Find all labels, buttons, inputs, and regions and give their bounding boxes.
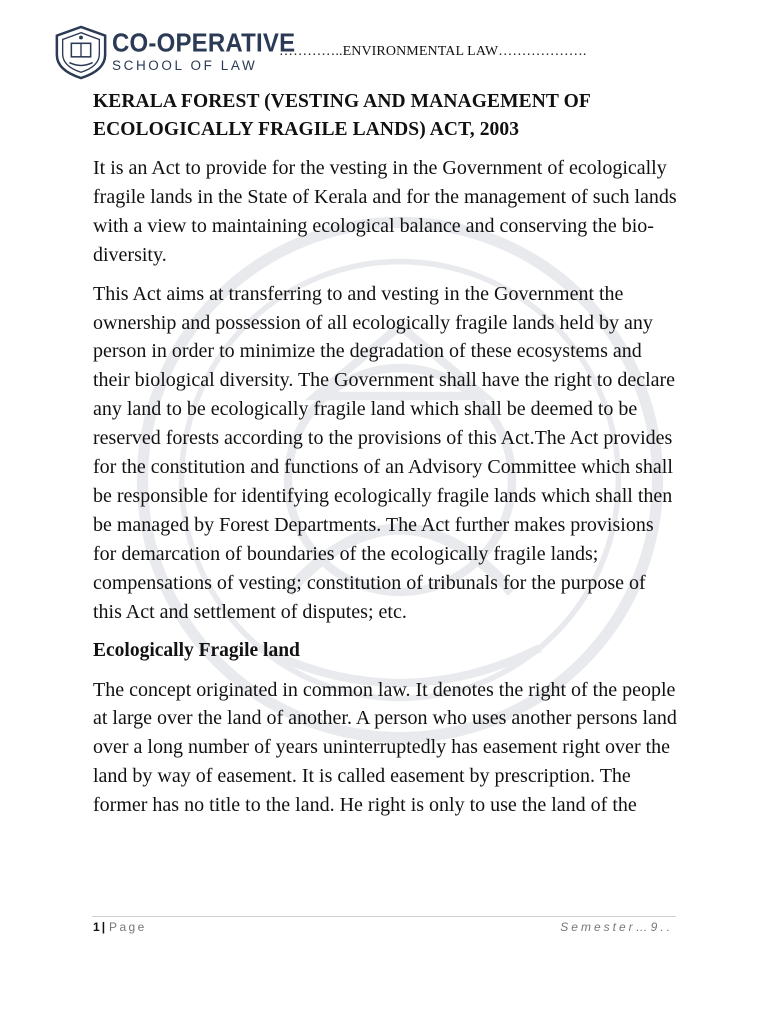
paragraph-concept: The concept originated in common law. It denotes the right of the people at large over the land of another. A person who uses another persons land over a long number of years uninterruptedly has easement right over the land by way of easement. It is called easement by prescription. The former has no title to the land. He right is only to use the land of the — [93, 678, 677, 817]
page-separator: | — [101, 920, 106, 934]
school-name-line1: CO-OPERATIVE — [112, 28, 296, 59]
page-label: Page — [109, 920, 147, 934]
school-name — [112, 28, 296, 73]
document-title: KERALA FOREST (VESTING AND MANAGEMENT OF ECOLOGICALLY FRAGILE LANDS) ACT, 2003 — [93, 91, 591, 140]
school-crest-icon — [52, 24, 110, 80]
page-number: 1 — [93, 920, 100, 934]
document-body — [93, 88, 678, 830]
paragraph-aims: This Act aims at transferring to and vesting in the Government the ownership and possession of all ecologically fragile lands held by any person in order to minimize the degradation of these ecosystems and their biological diversity. The Government shall have the right to declare any land to be ecologically fragile land which shall be deemed to be reserved forests according to the provisions of this Act.The Act provides for the constitution and functions of an Advisory Committee which shall be responsible for identifying ecologically fragile lands which shall then be managed by Forest Departments. The Act further makes provisions for demarcation of boundaries of the ecologically fragile lands; compensations of vesting; constitution of tribunals for the purpose of this Act and settlement of disputes; etc. — [93, 282, 676, 623]
paragraph-intro: It is an Act to provide for the vesting in the Government of ecologically fragile lands in the State of Kerala and for the management of such lands with a view to maintaining ecological balance and conserving the bio-diversity. — [93, 157, 677, 266]
page-number-footer — [93, 920, 147, 934]
footer-divider — [92, 916, 676, 917]
school-name-line2: SCHOOL OF LAW — [112, 58, 258, 73]
running-header-title: …………..ENVIRONMENTAL LAW………………. — [279, 44, 587, 59]
semester-footer: Semester…9.. — [560, 920, 673, 934]
section-heading: Ecologically Fragile land — [93, 639, 300, 661]
